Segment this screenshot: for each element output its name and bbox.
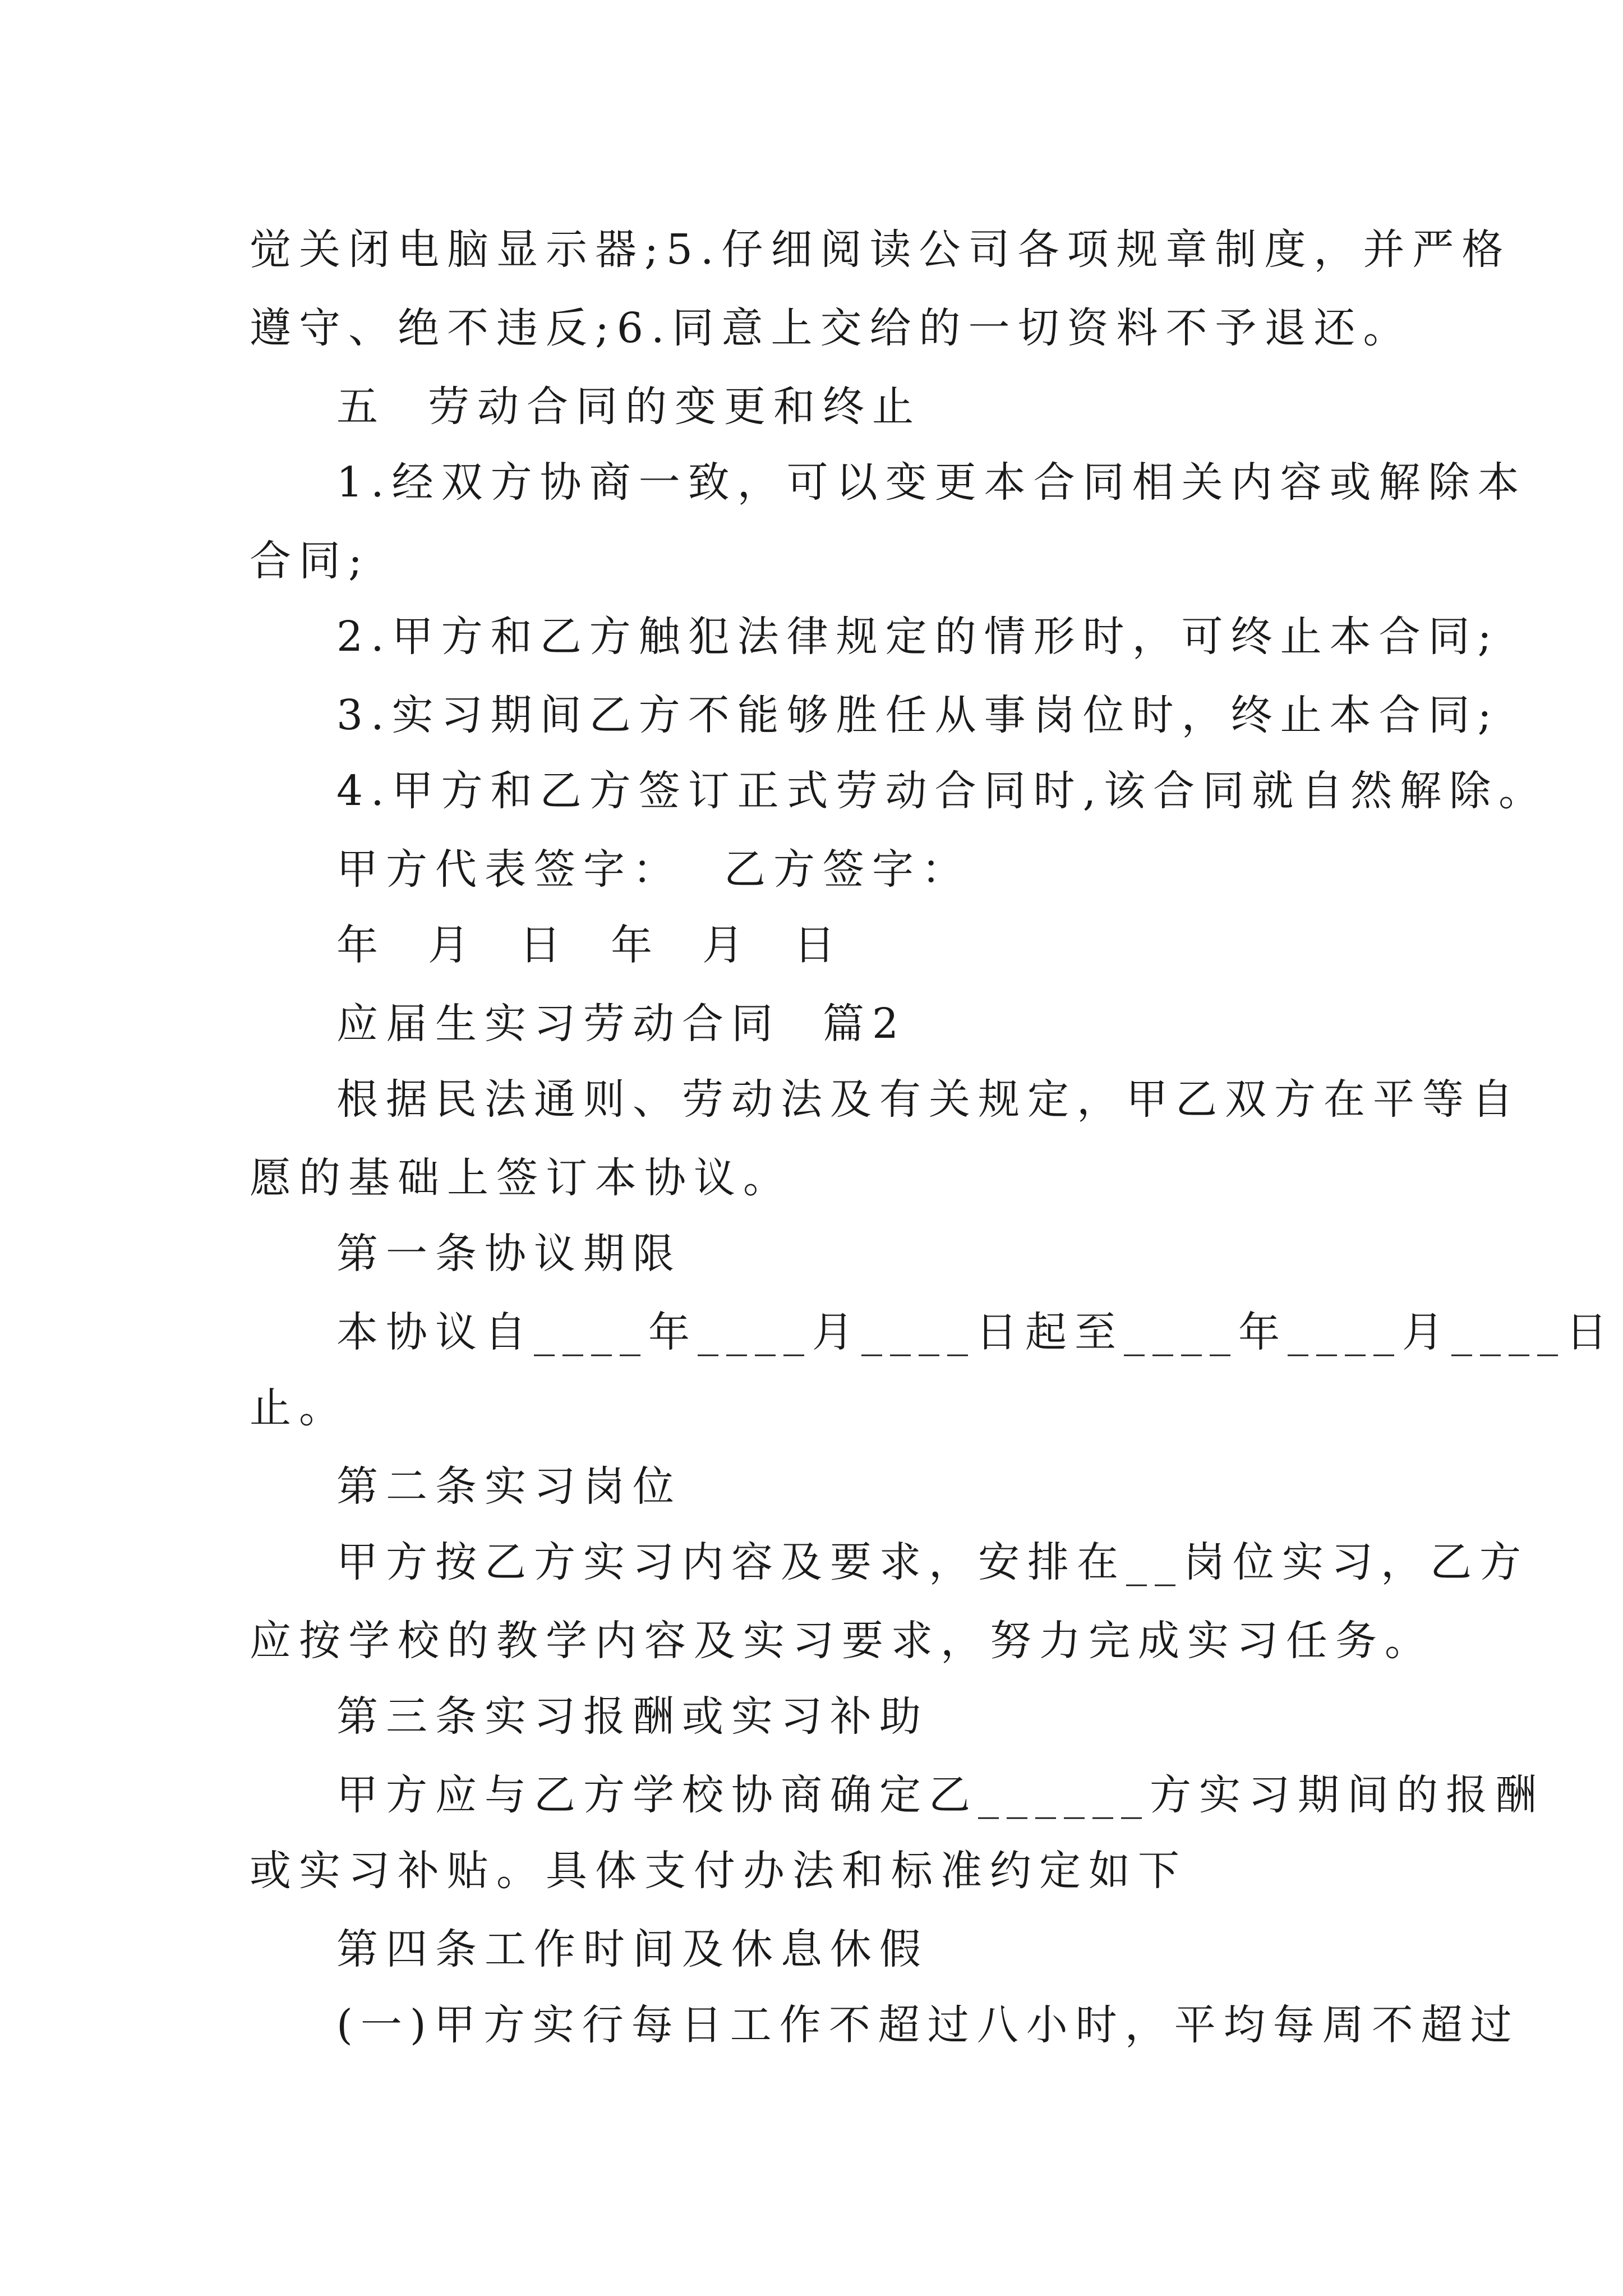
text-line: 止。 — [250, 1384, 348, 1432]
signature-line: 甲方代表签字： 乙方签字： — [336, 845, 971, 894]
text-line: 或实习补贴。具体支付办法和标准约定如下 — [250, 1847, 1187, 1895]
text-line: 应按学校的教学内容及实习要求，努力完成实习任务。 — [250, 1617, 1434, 1665]
text-line: 愿的基础上签订本协议。 — [250, 1154, 792, 1202]
article-heading: 第四条工作时间及休息休假 — [336, 1925, 929, 1973]
text-line: 本协议自____年____月____日起至____年____月____日 — [336, 1308, 1615, 1356]
text-line: 遵守、绝不违反;6.同意上交给的一切资料不予退还。 — [250, 304, 1413, 352]
section-heading: 五 劳动合同的变更和终止 — [336, 383, 922, 431]
article-heading: 第二条实习岗位 — [336, 1462, 682, 1511]
date-line: 年 月 日 年 月 日 — [336, 921, 843, 969]
text-line: 甲方应与乙方学校协商确定乙______方实习期间的报酬 — [336, 1771, 1544, 1819]
text-line: 觉关闭电脑显示器;5.仔细阅读公司各项规章制度，并严格 — [250, 226, 1511, 274]
text-line: 合同; — [250, 537, 370, 585]
text-line: (一)甲方实行每日工作不超过八小时，平均每周不超过 — [336, 2001, 1520, 2049]
article-heading: 第三条实习报酬或实习补助 — [336, 1692, 929, 1741]
text-line: 甲方按乙方实习内容及要求，安排在__岗位实习，乙方 — [336, 1538, 1529, 1586]
text-line: 3.实习期间乙方不能够胜任从事岗位时，终止本合同; — [336, 691, 1500, 739]
article-heading: 第一条协议期限 — [336, 1230, 682, 1278]
text-line: 4.甲方和乙方签订正式劳动合同时,该合同就自然解除。 — [336, 767, 1548, 815]
document-title: 应届生实习劳动合同 篇2 — [336, 1000, 907, 1048]
text-line: 2.甲方和乙方触犯法律规定的情形时，可终止本合同; — [336, 613, 1500, 661]
text-line: 1.经双方协商一致，可以变更本合同相关内容或解除本 — [336, 458, 1527, 507]
text-line: 根据民法通则、劳动法及有关规定，甲乙双方在平等自 — [336, 1075, 1521, 1124]
